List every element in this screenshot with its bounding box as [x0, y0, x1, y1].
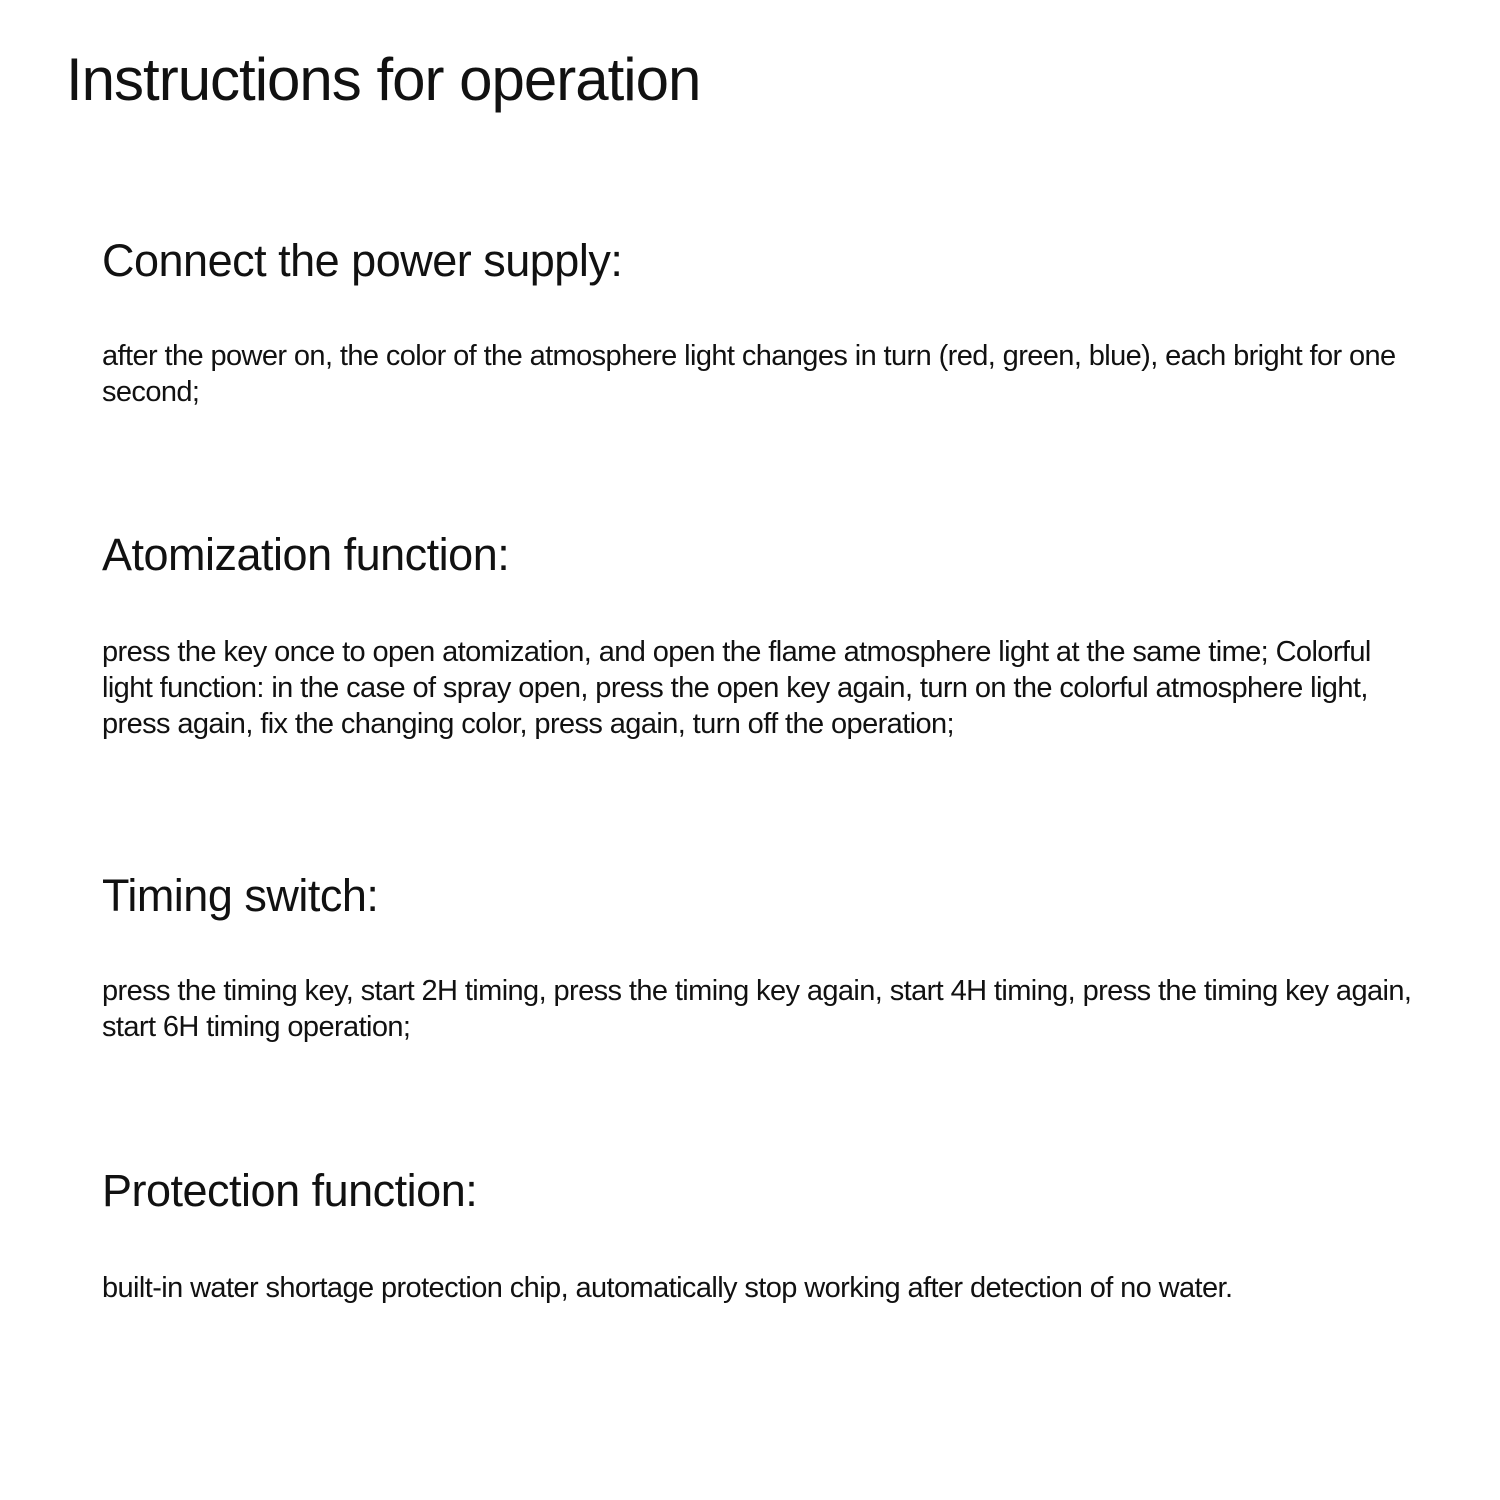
section-power-supply — [102, 234, 1422, 410]
section-heading: Atomization function: — [102, 529, 510, 580]
section-body: press the key once to open atomization, and open the flame atmosphere light at the same time; Colorful light function: in the case of spray open, press the open key again, turn on the colorful atmosphere light, press again, fix the changing color, press again, turn off the operation; — [102, 636, 1371, 740]
section-heading: Connect the power supply: — [102, 235, 623, 286]
section-timing-switch — [102, 869, 1422, 1045]
section-atomization — [102, 528, 1422, 742]
page-title: Instructions for operation — [66, 46, 701, 113]
section-body: built-in water shortage protection chip, automatically stop working after detection of no water. — [102, 1272, 1233, 1304]
section-protection — [102, 1164, 1422, 1306]
section-body: after the power on, the color of the atmosphere light changes in turn (red, green, blue), each bright for one second; — [102, 340, 1396, 408]
section-heading: Protection function: — [102, 1165, 478, 1216]
section-body: press the timing key, start 2H timing, press the timing key again, start 4H timing, press the timing key again, start 6H timing operation; — [102, 975, 1412, 1043]
section-heading: Timing switch: — [102, 870, 379, 921]
